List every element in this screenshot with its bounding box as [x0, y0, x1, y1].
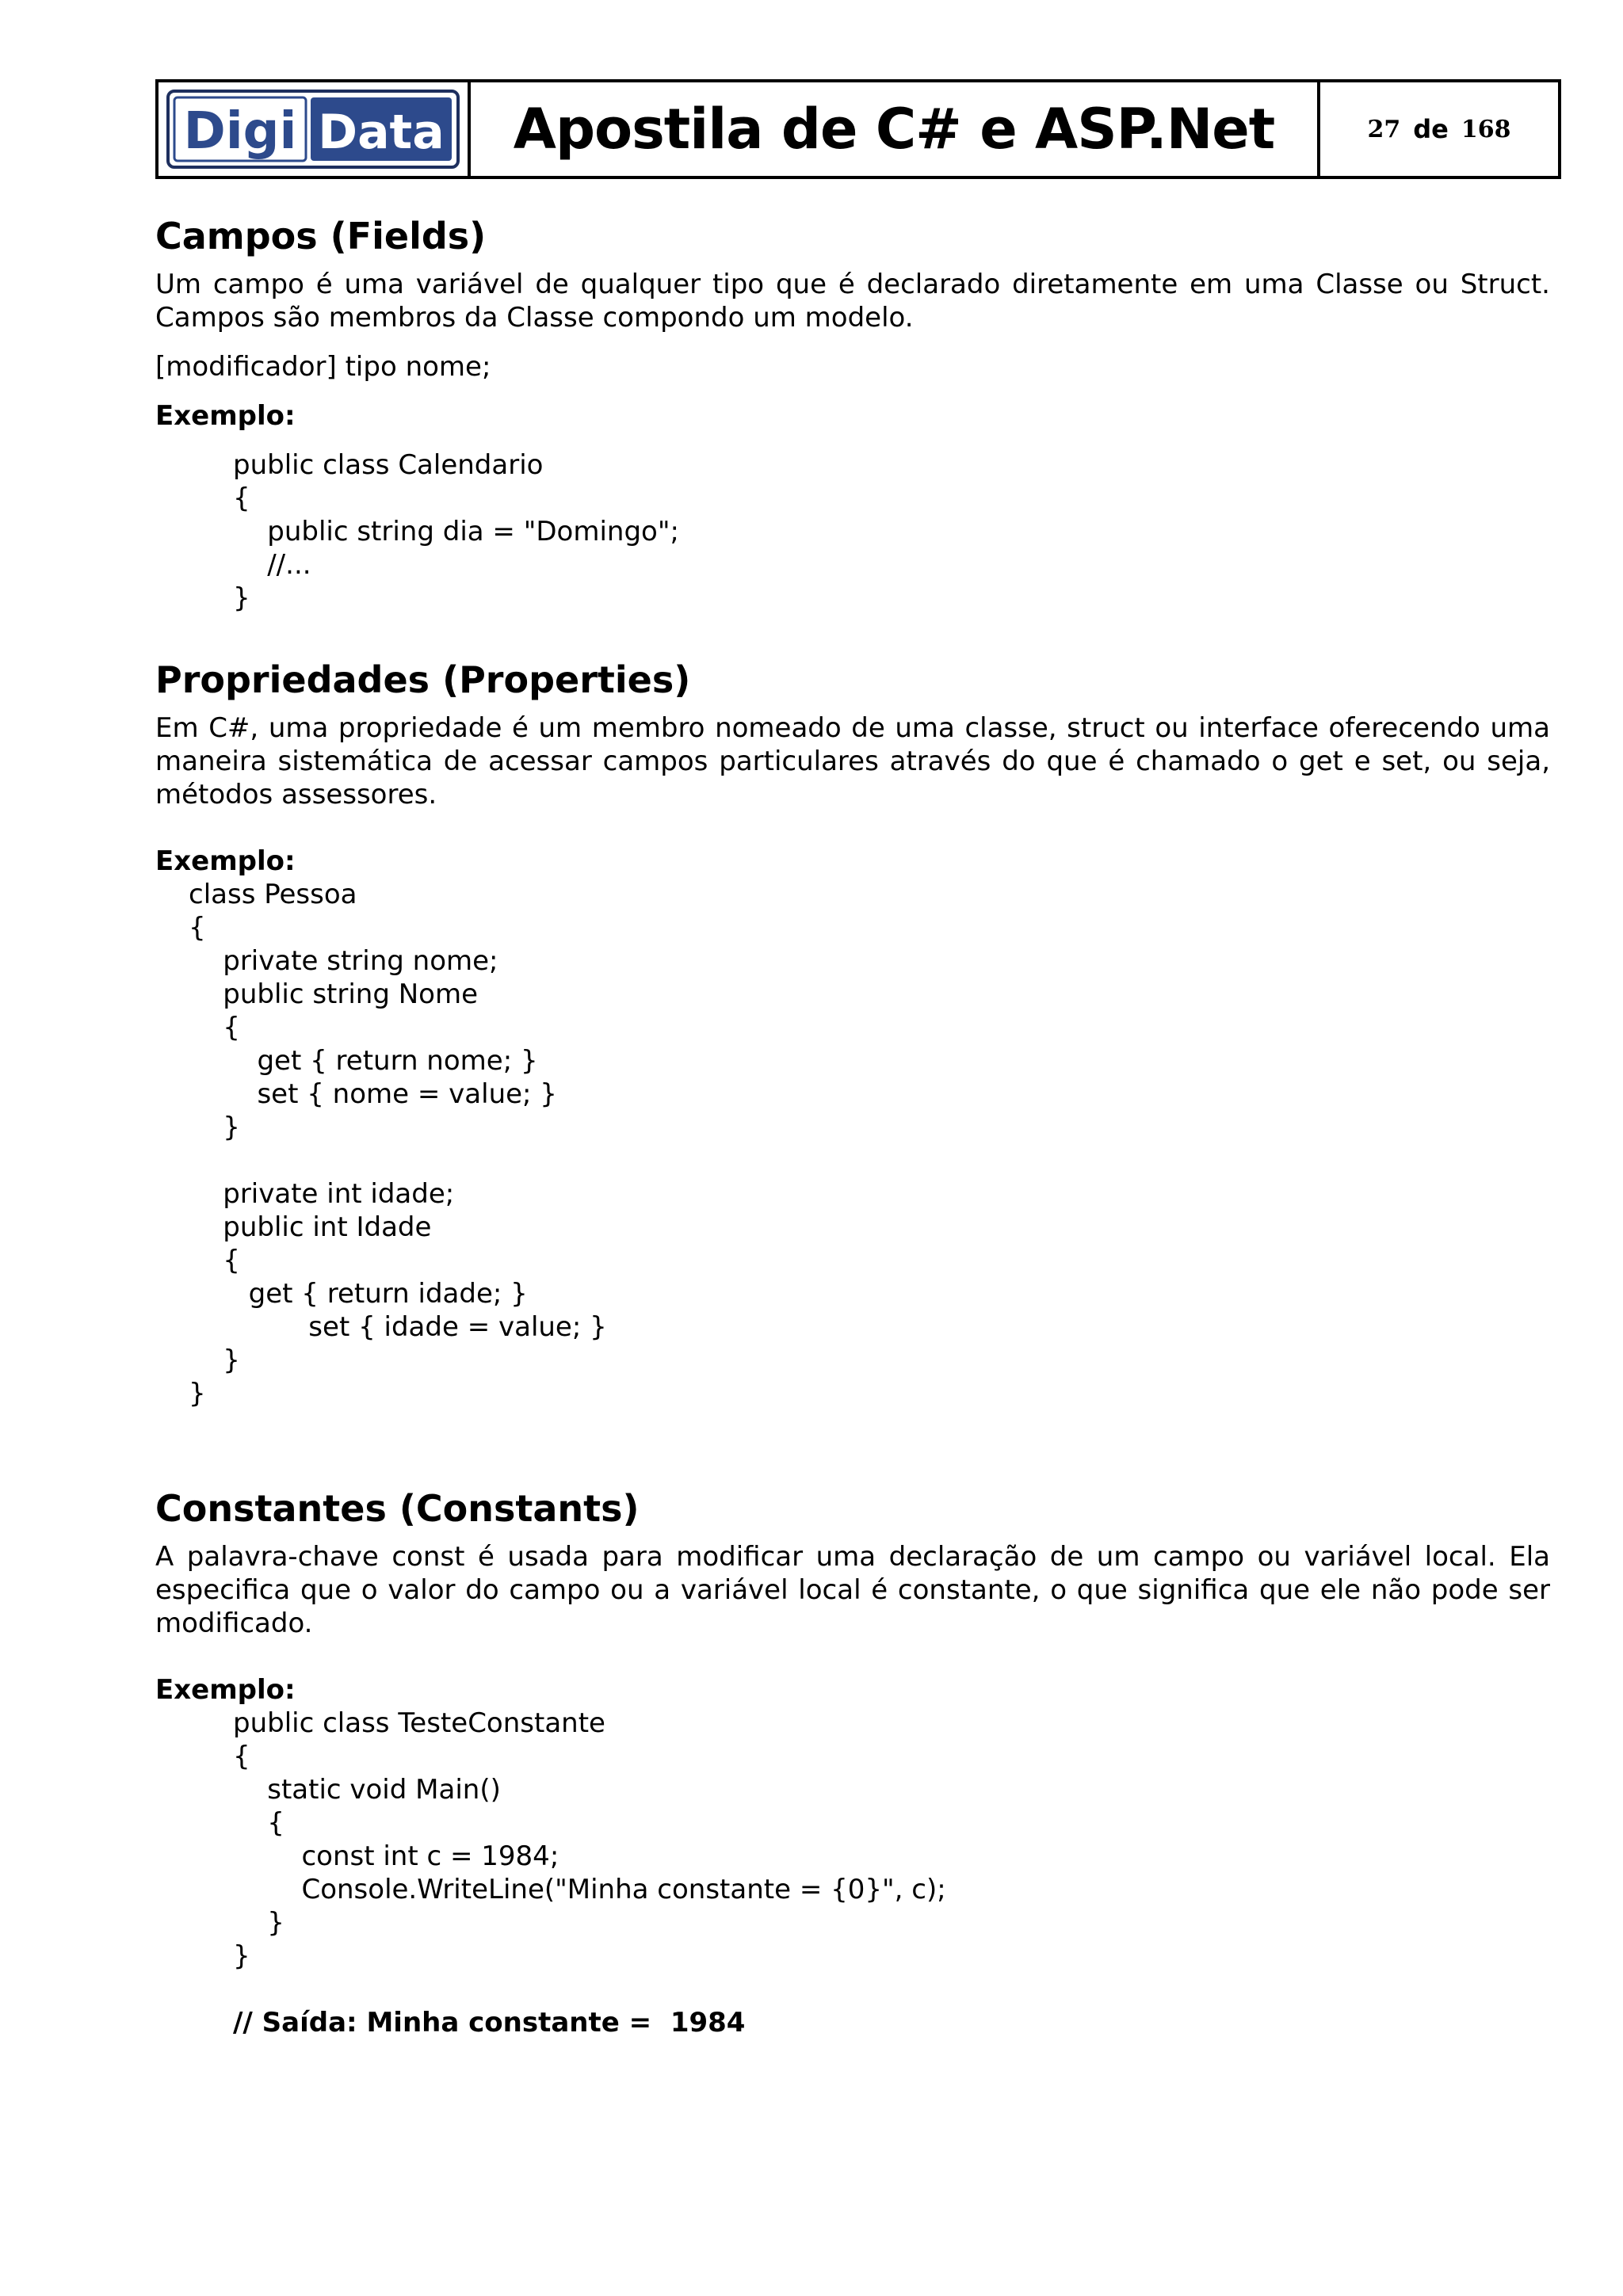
logo-text-right: Data: [318, 105, 445, 160]
logo-cell: [158, 82, 471, 176]
campos-code-block: public class Calendario { public string dia = "Domingo"; //... }: [233, 449, 679, 614]
page-content: [155, 214, 1550, 2039]
constantes-output-comment: // Saída: Minha constante = 1984: [233, 2007, 746, 2039]
digidata-logo: [166, 90, 460, 169]
page-header: [155, 79, 1561, 179]
page-number: [1320, 82, 1558, 176]
constantes-example-label: Exemplo:: [155, 1674, 296, 1706]
page-current: 27: [1367, 115, 1401, 143]
document-title: Apostila de C# e ASP.Net: [513, 97, 1275, 162]
section-heading-constantes: Constantes (Constants): [155, 1487, 640, 1530]
propriedades-example-label: Exemplo:: [155, 845, 296, 877]
logo-text-left: Digi: [183, 102, 297, 161]
propriedades-paragraph: Em C#, uma propriedade é um membro nomeado de uma classe, struct ou interface oferecendo uma maneira sistemática de acessar campos particulares através do que é chamado o get e set, ou seja, métodos assessores.: [155, 712, 1550, 810]
campos-example-label: Exemplo:: [155, 400, 296, 432]
campos-syntax: [modificador] tipo nome;: [155, 351, 491, 383]
campos-paragraph: Um campo é uma variável de qualquer tipo que é declarado diretamente em uma Classe ou Struct. Campos são membros da Classe compondo um modelo.: [155, 269, 1550, 334]
constantes-paragraph: A palavra-chave const é usada para modificar uma declaração de um campo ou variável local. Ela especifica que o valor do campo ou a variável local é constante, o que significa que ele não pode ser modificado.: [155, 1541, 1550, 1639]
constantes-code-block: public class TesteConstante { static void Main() { const int c = 1984; Console.WriteLine("Minha constante = {0}", c); } }: [233, 1707, 946, 1972]
section-heading-propriedades: Propriedades (Properties): [155, 658, 691, 701]
propriedades-code-block: class Pessoa { private string nome; public string Nome { get { return nome; } set { nome = value; } } private int idade; public int Idade { get { return idade; } set { idade = value; } } }: [189, 879, 607, 1409]
title-cell: [471, 82, 1320, 176]
page-separator: de: [1413, 114, 1449, 144]
section-heading-campos: Campos (Fields): [155, 215, 487, 257]
page-total: 168: [1461, 115, 1511, 143]
